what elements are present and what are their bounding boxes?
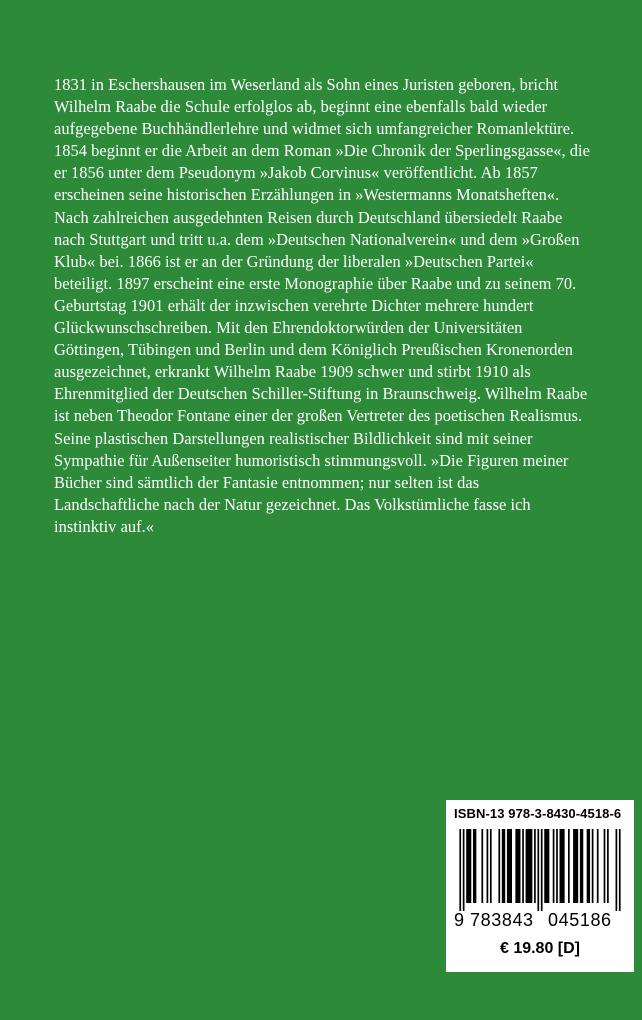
biography-line: er 1856 unter dem Pseudonym »Jakob Corvinus« veröffentlicht. Ab 1857 — [54, 163, 538, 183]
biography-line: ist neben Theodor Fontane einer der großen Vertreter des poetischen Realismus. — [54, 406, 583, 426]
barcode-bar — [556, 829, 558, 903]
barcode-bar — [490, 829, 492, 903]
biography-line: instinktiv auf.« — [54, 516, 155, 536]
biography-line: Sympathie für Außenseiter humoristisch stimmungsvoll. »Die Figuren meiner — [54, 450, 569, 470]
barcode-bar — [526, 829, 533, 903]
biography-line: 1854 beginnt er die Arbeit an dem Roman »Die Chronik der Sperlingsgasse«, die — [54, 141, 590, 161]
isbn-barcode-label — [446, 800, 634, 972]
barcode-bar — [507, 829, 512, 903]
biography-line: erscheinen seine historischen Erzählungen in »Westermanns Monatsheften«. — [54, 185, 560, 205]
barcode-bar — [568, 829, 570, 903]
biography-line: Landschaftliche nach der Natur gezeichnet. Das Volkstümliche fasse ich — [54, 494, 531, 514]
barcode-bar — [498, 829, 500, 903]
barcode-bar — [473, 829, 476, 903]
price-label: € 19.80 [D] — [499, 940, 581, 957]
biography-line: Wilhelm Raabe die Schule erfolglos ab, beginnt eine ebenfalls bald wieder — [54, 97, 548, 117]
biography-line: Bücher sind sämtlich der Fantasie entnommen; nur selten ist das — [54, 472, 480, 492]
barcode-bar — [607, 829, 609, 903]
barcode-bar — [616, 829, 618, 911]
barcode-bar — [481, 829, 483, 903]
biography-line: nach Stuttgart und tritt u.a. dem »Deutschen Nationalverein« und dem »Großen — [54, 229, 580, 249]
barcode-bar — [541, 829, 543, 911]
barcode-bar — [537, 829, 539, 911]
barcode-bar — [487, 829, 489, 903]
barcode-bar — [502, 829, 505, 903]
barcode-digit-lead: 9 — [454, 910, 465, 930]
ean13-barcode — [456, 829, 624, 911]
barcode-bar — [463, 829, 465, 911]
biography-line: Seine plastischen Darstellungen realistischer Bildlichkeit sind mit seiner — [54, 428, 533, 448]
biography-line: Geburtstag 1901 erhält der inzwischen verehrte Dichter mehrere hundert — [54, 295, 534, 315]
biography-line: 1831 in Eschershausen im Weserland als Sohn eines Juristen geboren, bricht — [54, 75, 559, 94]
barcode-bar — [597, 829, 599, 903]
barcode-bar — [587, 829, 590, 903]
barcode-bar — [466, 829, 471, 903]
barcode-bar — [560, 829, 565, 903]
author-biography — [54, 74, 614, 538]
barcode-bar — [459, 829, 461, 911]
barcode-bar — [534, 829, 536, 903]
biography-line: ausgezeichnet, erkrankt Wilhelm Raabe 1909 schwer und stirbt 1910 als — [54, 362, 531, 382]
barcode-bar — [619, 829, 621, 911]
biography-line: Nach zahlreichen ausgedehnten Reisen durch Deutschland übersiedelt Raabe — [54, 207, 563, 227]
biography-line: aufgegebene Buchhändlerlehre und widmet sich umfangreicher Romanlektüre. — [54, 119, 575, 139]
barcode-bar — [544, 829, 549, 903]
barcode-bar — [592, 829, 594, 903]
biography-line: Göttingen, Tübingen und Berlin und dem Königlich Preußischen Kronenorden — [54, 340, 574, 360]
biography-line: Glückwunschschreiben. Mit den Ehrendoktorwürden der Universitäten — [54, 318, 523, 338]
barcode-digits-left: 783843 — [470, 910, 534, 930]
barcode-bar — [522, 829, 524, 903]
biography-line: beteiligt. 1897 erscheint eine erste Monographie über Raabe und zu seinem 70. — [54, 273, 577, 293]
barcode-digits-right: 045186 — [548, 910, 612, 930]
biography-line: Klub« bei. 1866 ist er an der Gründung der liberalen »Deutschen Partei« — [54, 251, 534, 271]
barcode-bar — [604, 829, 606, 903]
barcode-bar — [580, 829, 583, 903]
barcode-bar — [573, 829, 578, 903]
isbn-number: ISBN-13 978-3-8430-4518-6 — [454, 806, 622, 821]
barcode-bar — [515, 829, 520, 903]
biography-line: Ehrenmitglied der Deutschen Schiller-Stiftung in Braunschweig. Wilhelm Raabe — [54, 384, 588, 404]
barcode-bar — [553, 829, 555, 903]
